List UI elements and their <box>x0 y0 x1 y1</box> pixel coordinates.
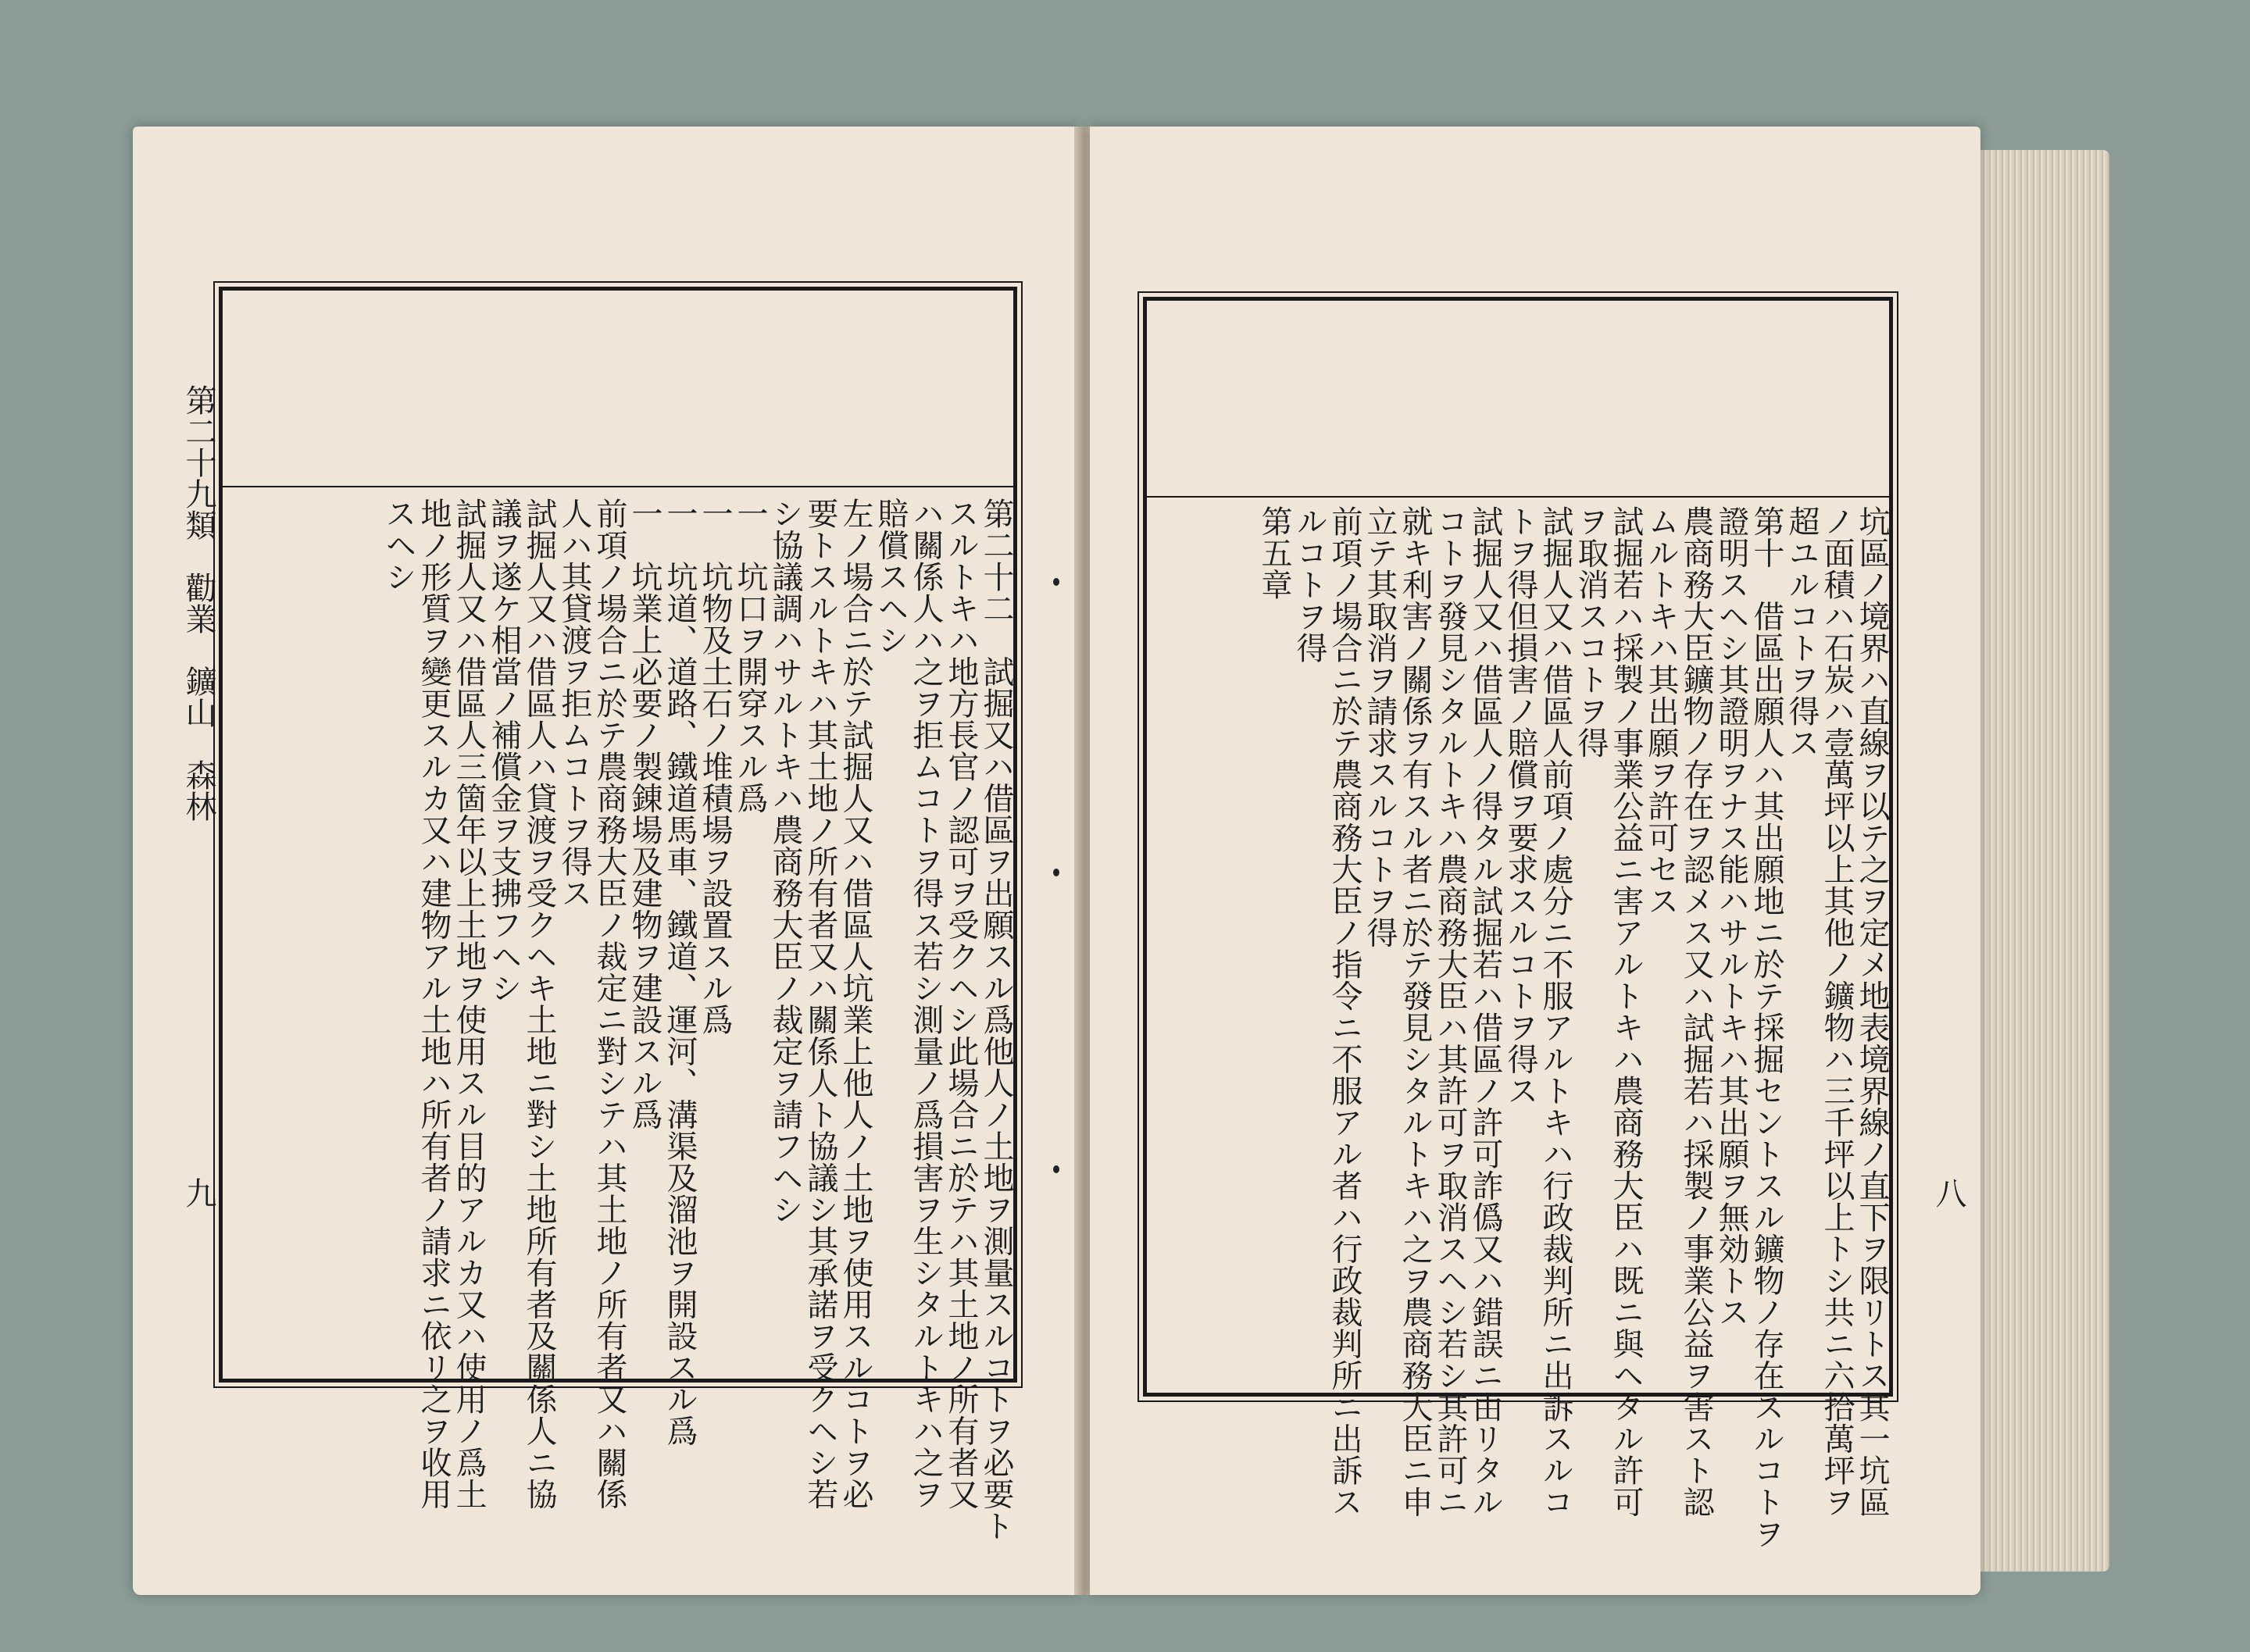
text-frame-right <box>1143 297 1893 1550</box>
text-line: 議ヲ遂ケ相當ノ補償金ヲ支拂フヘシ <box>486 498 522 1004</box>
text-line: 第二十二 試掘又ハ借區ヲ出願スル爲他人ノ土地ヲ測量スルコトヲ必要ト <box>978 498 1014 1542</box>
stitch-mark <box>1053 869 1059 876</box>
text-line: 一 坑業上必要ノ製錬場及建物ヲ建設スル爲 <box>627 498 662 1130</box>
text-line: 前項ノ場合ニ於テ農商務大臣ノ裁定ニ對シテハ其土地ノ所有者又ハ關係 <box>591 498 627 1510</box>
text-line: 證明スヘシ其證明ヲナス能ハサルトキハ其出願ヲ無効トス <box>1713 505 1749 1328</box>
text-line: ノ面積ハ石炭ハ壹萬坪以上其他ノ鑛物ハ三千坪以上トシ共ニ六拾萬坪ヲ <box>1819 505 1855 1518</box>
text-line: スルトキハ地方長官ノ認可ヲ受クヘシ此場合ニ於テハ其土地ノ所有者又 <box>943 498 979 1510</box>
text-line: 農商務大臣鑛物ノ存在ヲ認メス又ハ試掘若ハ採製ノ事業公益ヲ害スト認 <box>1678 505 1714 1518</box>
text-line: トヲ得但損害ノ賠償ヲ要求スルコトヲ得ス <box>1502 505 1538 1107</box>
header-box-left <box>223 291 1013 487</box>
page-number-right: 八 <box>1930 1177 1966 1208</box>
text-line: 第五章 <box>1256 505 1292 601</box>
text-line: ルコトヲ得 <box>1291 505 1327 664</box>
text-line: 左ノ場合ニ於テ試掘人又ハ借區人坑業上他人ノ土地ヲ使用スルコトヲ必 <box>838 498 873 1510</box>
text-line: 要トスルトキハ其土地ノ所有者又ハ關係人ト協議シ其承諾ヲ受クヘシ若 <box>802 498 838 1510</box>
text-line: ムルトキハ其出願ヲ許可セス <box>1643 505 1679 917</box>
text-line: 前項ノ場合ニ於テ農商務大臣ノ指令ニ不服アル者ハ行政裁判所ニ出訴ス <box>1327 505 1362 1518</box>
text-line: 超ユルコトヲ得ス <box>1784 505 1820 758</box>
text-line: 試掘人又ハ借區人ノ得タル試掘若ハ借區ノ許可詐僞又ハ錯誤ニ由リタル <box>1467 505 1503 1518</box>
right-page <box>1090 127 1980 1595</box>
text-line: 試掘人又ハ借區人前項ノ處分ニ不服アルトキハ行政裁判所ニ出訴スルコ <box>1538 505 1573 1518</box>
text-frame-left <box>219 287 1017 1542</box>
text-line: スヘシ <box>380 498 416 593</box>
text-line: 賠償スヘシ <box>873 498 909 656</box>
text-line: 試掘人又ハ借區人三箇年以上土地ヲ使用スル目的アルカ又ハ使用ノ爲土 <box>451 498 487 1510</box>
text-line: ハ關係人ハ之ヲ拒ムコトヲ得ス若シ測量ノ爲損害ヲ生シタルトキハ之ヲ <box>908 498 944 1510</box>
text-line: 坑區ノ境界ハ直線ヲ以テ之ヲ定メ地表境界線ノ直下ヲ限リトス其一坑區 <box>1854 505 1890 1518</box>
header-box-right <box>1147 301 1889 498</box>
stitch-mark <box>1053 1165 1059 1173</box>
text-line: 一 坑口ヲ開穿スル爲 <box>732 498 768 814</box>
text-line: 試掘若ハ採製ノ事業公益ニ害アルトキハ農商務大臣ハ既ニ與ヘタル許可 <box>1608 505 1644 1518</box>
page-edges <box>1980 150 2109 1572</box>
text-line: 人ハ其貸渡ヲ拒ムコトヲ得ス <box>556 498 592 909</box>
text-line: 一 坑物及土石ノ堆積場ヲ設置スル爲 <box>697 498 733 1036</box>
text-line: コトヲ發見シタルトキハ農商務大臣ハ其許可ヲ取消スヘシ若シ其許可ニ <box>1432 505 1468 1518</box>
text-line: 試掘人又ハ借區人ハ貸渡ヲ受クヘキ土地ニ對シ土地所有者及關係人ニ協 <box>521 498 557 1510</box>
body-text-right <box>1155 505 1890 1550</box>
body-text-left <box>232 498 1014 1542</box>
text-line: 立テ其取消ヲ請求スルコトヲ得 <box>1362 505 1398 948</box>
text-line: シ協議調ハサルトキハ農商務大臣ノ裁定ヲ請フヘシ <box>767 498 803 1226</box>
text-line: 一 坑道、道路、鐵道馬車、鐵道、運河、溝渠及溜池ヲ開設スル爲 <box>662 498 698 1447</box>
page-number-left: 九 <box>180 1177 216 1208</box>
left-page <box>133 127 1078 1595</box>
text-line: 就キ利害ノ關係ヲ有スル者ニ於テ發見シタルトキハ之ヲ農商務大臣ニ申 <box>1397 505 1433 1518</box>
text-line: 地ノ形質ヲ變更スルカ又ハ建物アル土地ハ所有者ノ請求ニ依リ之ヲ收用 <box>416 498 452 1510</box>
text-line: ヲ取消スコトヲ得 <box>1573 505 1609 758</box>
open-book <box>133 127 2125 1595</box>
stitch-mark <box>1053 578 1059 586</box>
text-line: 第十 借區出願人ハ其出願地ニ於テ採掘セントスル鑛物ノ存在スルコトヲ <box>1748 505 1784 1550</box>
side-header: 第二十九類 勸業 鑛山 森林 <box>180 384 216 822</box>
